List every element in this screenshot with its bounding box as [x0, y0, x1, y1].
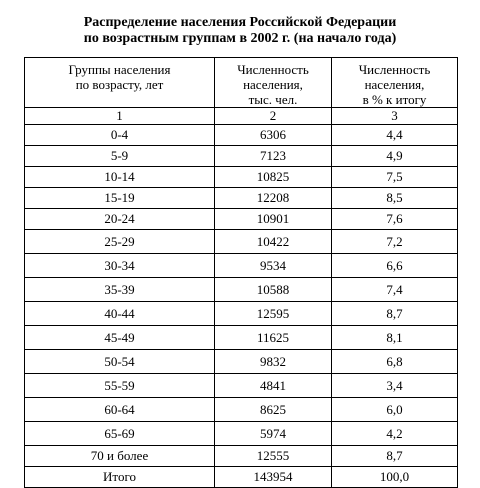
header-cell-line: по возрасту, лет — [75, 77, 164, 92]
table-row — [25, 302, 458, 326]
population-percent-cell: 3,4 — [332, 374, 458, 398]
age-group-cell: 0-4 — [25, 125, 215, 146]
population-thousands-cell: 5974 — [215, 422, 332, 446]
population-percent-cell: 4,9 — [332, 146, 458, 167]
age-group-cell: 20-24 — [25, 209, 215, 230]
population-thousands-cell: 10422 — [215, 230, 332, 254]
age-group-cell: 5-9 — [25, 146, 215, 167]
header-population-percent — [332, 58, 458, 108]
header-cell-line: Численность — [358, 62, 431, 77]
age-group-cell: 65-69 — [25, 422, 215, 446]
population-percent-cell: 7,4 — [332, 278, 458, 302]
age-group-cell: 45-49 — [25, 326, 215, 350]
population-table — [24, 57, 458, 488]
population-percent-cell: 4,2 — [332, 422, 458, 446]
population-percent-cell: 100,0 — [332, 467, 458, 488]
population-thousands-cell: 7123 — [215, 146, 332, 167]
table-row — [25, 209, 458, 230]
population-percent-cell: 7,5 — [332, 167, 458, 188]
population-percent-cell: 8,7 — [332, 446, 458, 467]
population-thousands-cell: 10901 — [215, 209, 332, 230]
header-cell-line: населения, — [243, 77, 303, 92]
age-group-cell: 60-64 — [25, 398, 215, 422]
table-row — [25, 350, 458, 374]
table-body — [25, 125, 458, 488]
population-thousands-cell: 9832 — [215, 350, 332, 374]
population-percent-cell: 8,5 — [332, 188, 458, 209]
population-percent-cell: 8,7 — [332, 302, 458, 326]
table-row — [25, 278, 458, 302]
header-cell-line: Группы населения — [68, 62, 171, 77]
age-group-cell: 35-39 — [25, 278, 215, 302]
column-number: 1 — [25, 108, 215, 125]
header-cell-line: Численность — [237, 62, 309, 77]
table-row — [25, 125, 458, 146]
population-thousands-cell: 10588 — [215, 278, 332, 302]
header-cell-line: населения, — [364, 77, 425, 92]
population-thousands-cell: 143954 — [215, 467, 332, 488]
table-row — [25, 398, 458, 422]
header-cell-line: в % к итогу — [362, 92, 427, 107]
age-group-cell: Итого — [25, 467, 215, 488]
age-group-cell: 25-29 — [25, 230, 215, 254]
population-thousands-cell: 12555 — [215, 446, 332, 467]
population-thousands-cell: 9534 — [215, 254, 332, 278]
table-row — [25, 254, 458, 278]
column-number: 3 — [332, 108, 458, 125]
table-row — [25, 188, 458, 209]
population-thousands-cell: 8625 — [215, 398, 332, 422]
header-age-group — [25, 58, 215, 108]
table-row — [25, 446, 458, 467]
population-percent-cell: 7,6 — [332, 209, 458, 230]
population-percent-cell: 6,0 — [332, 398, 458, 422]
population-thousands-cell: 4841 — [215, 374, 332, 398]
population-thousands-cell: 11625 — [215, 326, 332, 350]
table-row — [25, 374, 458, 398]
table-row — [25, 230, 458, 254]
column-number: 2 — [215, 108, 332, 125]
table-row — [25, 167, 458, 188]
age-group-cell: 55-59 — [25, 374, 215, 398]
age-group-cell: 50-54 — [25, 350, 215, 374]
table-row — [25, 422, 458, 446]
population-thousands-cell: 12208 — [215, 188, 332, 209]
population-percent-cell: 4,4 — [332, 125, 458, 146]
population-thousands-cell: 6306 — [215, 125, 332, 146]
population-percent-cell: 8,1 — [332, 326, 458, 350]
table-total-row — [25, 467, 458, 488]
table-header-row — [25, 58, 458, 108]
age-group-cell: 30-34 — [25, 254, 215, 278]
title-line-1: Распределение населения Российской Федерации — [83, 15, 397, 30]
document-title — [0, 15, 480, 47]
header-population-thousands — [215, 58, 332, 108]
population-thousands-cell: 10825 — [215, 167, 332, 188]
population-percent-cell: 6,6 — [332, 254, 458, 278]
title-line-2: по возрастным группам в 2002 г. (на начало года) — [83, 31, 397, 46]
age-group-cell: 15-19 — [25, 188, 215, 209]
population-thousands-cell: 12595 — [215, 302, 332, 326]
age-group-cell: 40-44 — [25, 302, 215, 326]
age-group-cell: 70 и более — [25, 446, 215, 467]
table-row — [25, 326, 458, 350]
population-percent-cell: 7,2 — [332, 230, 458, 254]
header-cell-line: тыс. чел. — [248, 92, 298, 107]
column-number-row — [25, 108, 458, 125]
population-percent-cell: 6,8 — [332, 350, 458, 374]
table-row — [25, 146, 458, 167]
age-group-cell: 10-14 — [25, 167, 215, 188]
